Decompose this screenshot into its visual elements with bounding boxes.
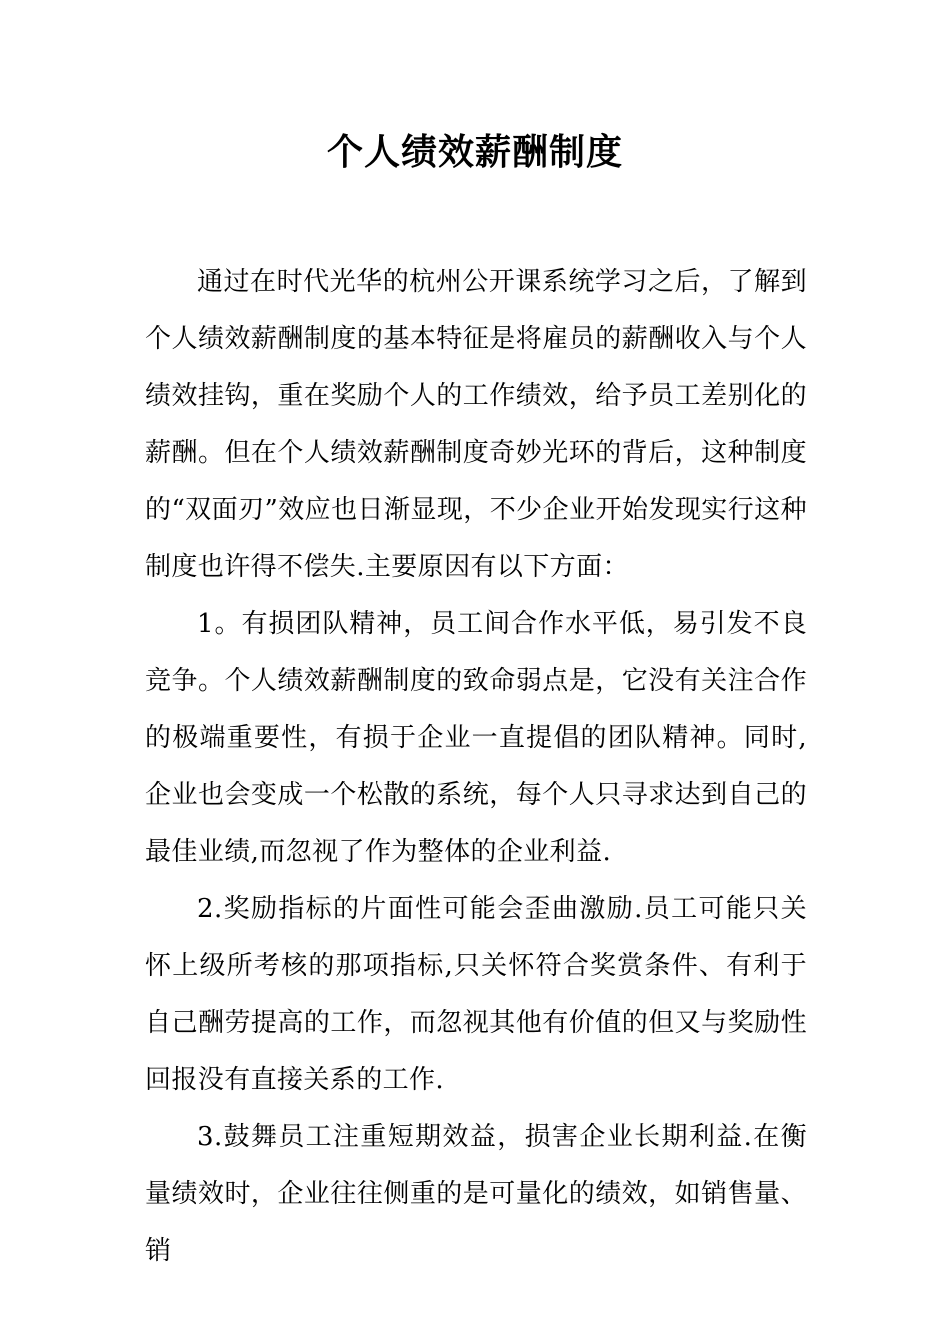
paragraph-point-1: 1。有损团队精神，员工间合作水平低，易引发不良竞争。个人绩效薪酬制度的致命弱点是，它没有关注合作的极端重要性，有损于企业一直提倡的团队精神。同时,企业也会变成一个松散的系统，每个人只寻求达到自己的最佳业绩,而忽视了作为整体的企业利益. [145,609,807,867]
paragraph-point-2: 2.奖励指标的片面性可能会歪曲激励.员工可能只关怀上级所考核的那项指标,只关怀符合奖赏条件、有利于自己酬劳提高的工作，而忽视其他有价值的但又与奖励性回报没有直接关系的工作. [145,894,807,1095]
paragraph-intro: 通过在时代光华的杭州公开课系统学习之后，了解到个人绩效薪酬制度的基本特征是将雇员的薪酬收入与个人绩效挂钩，重在奖励个人的工作绩效，给予员工差别化的薪酬。但在个人绩效薪酬制度奇妙光环的背后，这种制度的“双面刃”效应也日渐显现，不少企业开始发现实行这种制度也许得不偿失.主要原因有以下方面： [145,267,807,582]
paragraph-point-3: 3.鼓舞员工注重短期效益，损害企业长期利益.在衡量绩效时，企业往往侧重的是可量化的绩效，如销售量、销 [145,1122,807,1266]
document-body [145,254,807,1280]
document-title: 个人绩效薪酬制度 [326,131,623,173]
